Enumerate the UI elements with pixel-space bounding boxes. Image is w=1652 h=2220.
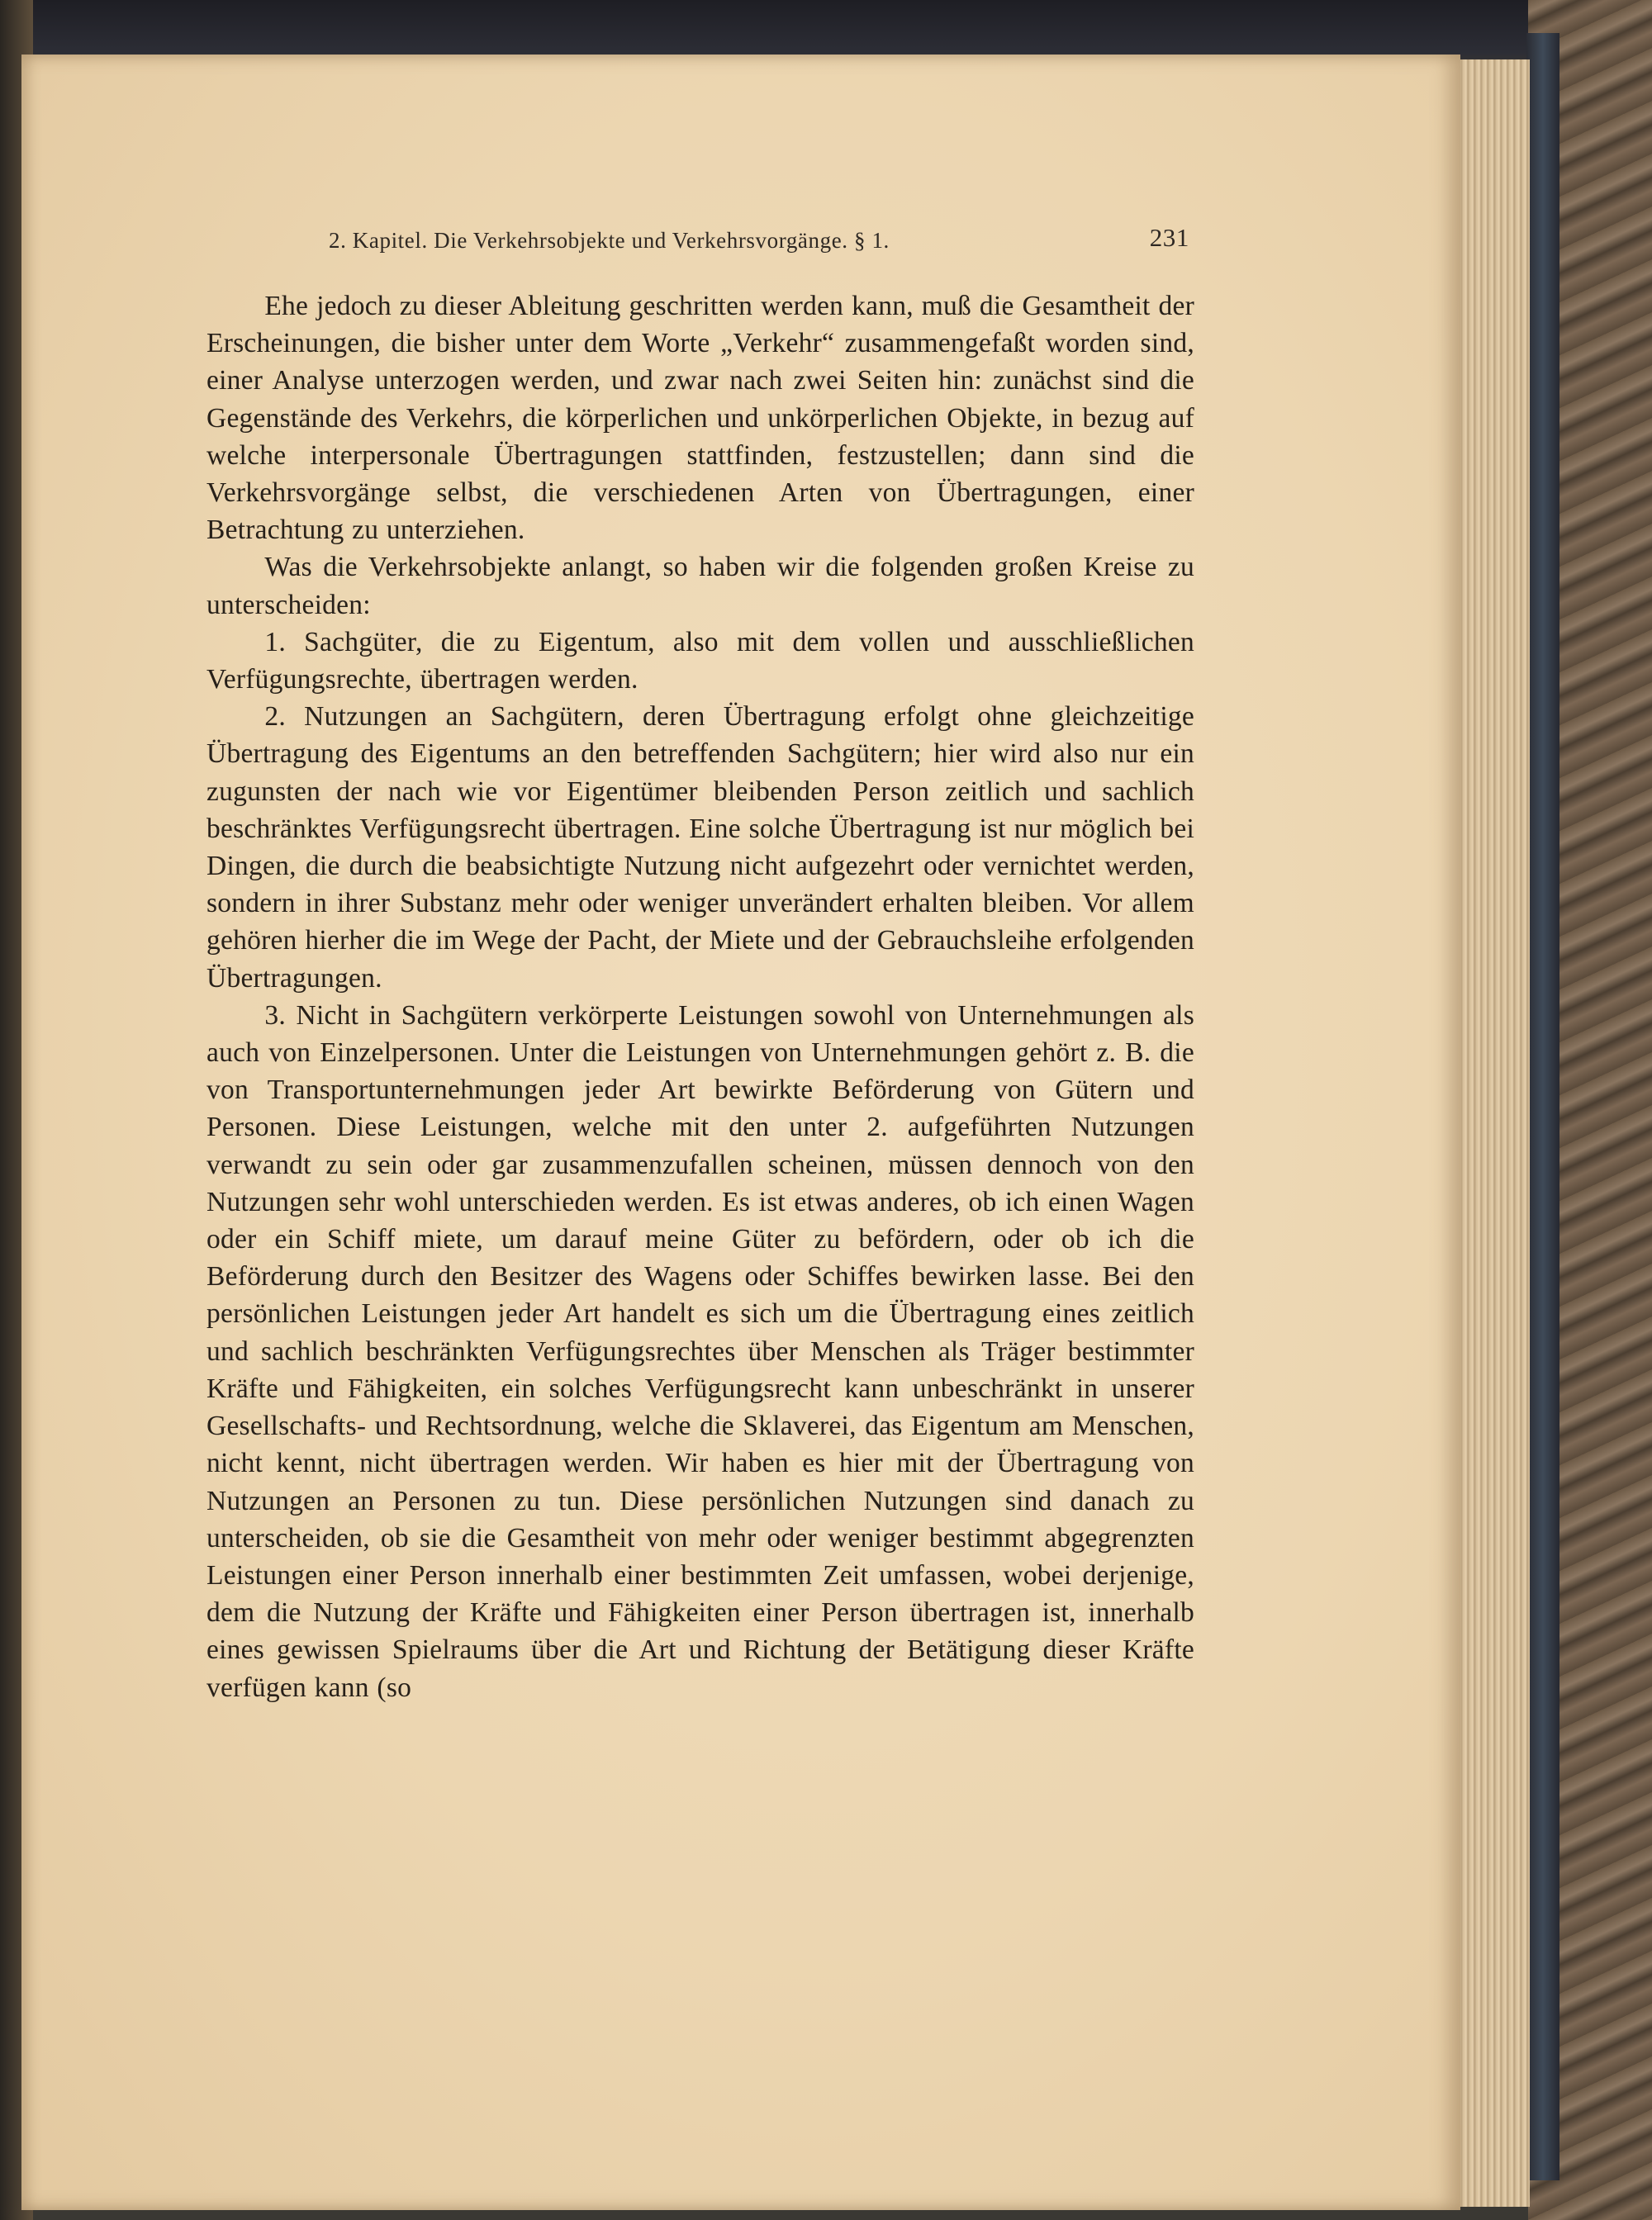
cover-cloth-edge (1526, 33, 1559, 2180)
paragraph: 1. Sachgüter, die zu Eigentum, also mit dem vollen und ausschließlichen Verfügungsrechte, übertragen werden. (206, 626, 1194, 695)
page-number: 231 (1149, 223, 1189, 252)
paragraph: Ehe jedoch zu dieser Ableitung geschritten werden kann, muß die Gesamtheit der Erscheinungen, die bisher unter dem Worte „Verkehr“ zusammengefaßt worden sind, einer Analyse unterzogen werden, und zwar nach zwei Seiten hin: zunächst sind die Gegenstände des Verkehrs, die körperlichen und unkörperlichen Objekte, in bezug auf welche interpersonale Übertragungen stattfinden, festzustellen; dann sind die Verkehrsvorgänge selbst, die verschiedenen Arten von Übertragungen, einer Betrachtung zu unterziehen. (206, 291, 1194, 546)
running-head-title: 2. Kapitel. Die Verkehrsobjekte und Verkehrsvorgänge. § 1. (329, 228, 890, 253)
paragraph: Was die Verkehrsobjekte anlangt, so haben wir die folgenden großen Kreise zu unterscheiden: (206, 552, 1194, 620)
page-body (206, 287, 1194, 1706)
paragraph: 2. Nutzungen an Sachgütern, deren Übertragung erfolgt ohne gleichzeitige Übertragung des Eigentums an den betreffenden Sachgütern; hier wird also nur ein zugunsten der nach wie vor Eigentümer bleibenden Person zeitlich und sachlich beschränktes Verfügungsrecht übertragen. Eine solche Übertragung ist nur möglich bei Dingen, die durch die beabsichtigte Nutzung nicht aufgezehrt oder vernichtet werden, sondern in ihrer Substanz mehr oder weniger unverändert erhalten bleiben. Vor allem gehören hierher die im Wege der Pacht, der Miete und der Gebrauchsleihe erfolgenden Übertragungen. (206, 701, 1194, 994)
running-head (306, 223, 1189, 256)
paragraph: 3. Nicht in Sachgütern verkörperte Leistungen sowohl von Unternehmungen als auch von Einzelpersonen. Unter die Leistungen von Unternehmungen gehört z. B. die von Transportunternehmungen jeder Art bewirkte Beförderung von Gütern und Personen. Diese Leistungen, welche mit den unter 2. aufgeführten Nutzungen verwandt zu sein oder gar zusammenzufallen scheinen, müssen dennoch von den Nutzungen sehr wohl unterschieden werden. Es ist etwas anderes, ob ich einen Wagen oder ein Schiff miete, um darauf meine Güter zu befördern, oder ob ich die Beförderung durch den Besitzer des Wagens oder Schiffes bewirken lasse. Bei den persönlichen Leistungen jeder Art handelt es sich um die Übertragung eines zeitlich und sachlich beschränkten Verfügungsrechtes über Menschen als Träger bestimmter Kräfte und Fähigkeiten, ein solches Verfügungsrecht kann unbeschränkt in unserer Gesellschafts- und Rechtsordnung, welche die Sklaverei, das Eigentum am Menschen, nicht kennt, nicht übertragen werden. Wir haben es hier mit der Übertragung von Nutzungen an Personen zu tun. Diese persönlichen Nutzungen sind danach zu unterscheiden, ob sie die Gesamtheit von mehr oder weniger bestimmt abgegrenzten Leistungen einer Person innerhalb einer bestimmten Zeit umfassen, wobei derjenige, dem die Nutzung der Kräfte und Fähigkeiten einer Person übertragen ist, innerhalb eines gewissen Spielraums über die Art und Richtung der Betätigung dieser Kräfte verfügen kann (so (206, 999, 1194, 1703)
page-fore-edge (1455, 59, 1530, 2207)
